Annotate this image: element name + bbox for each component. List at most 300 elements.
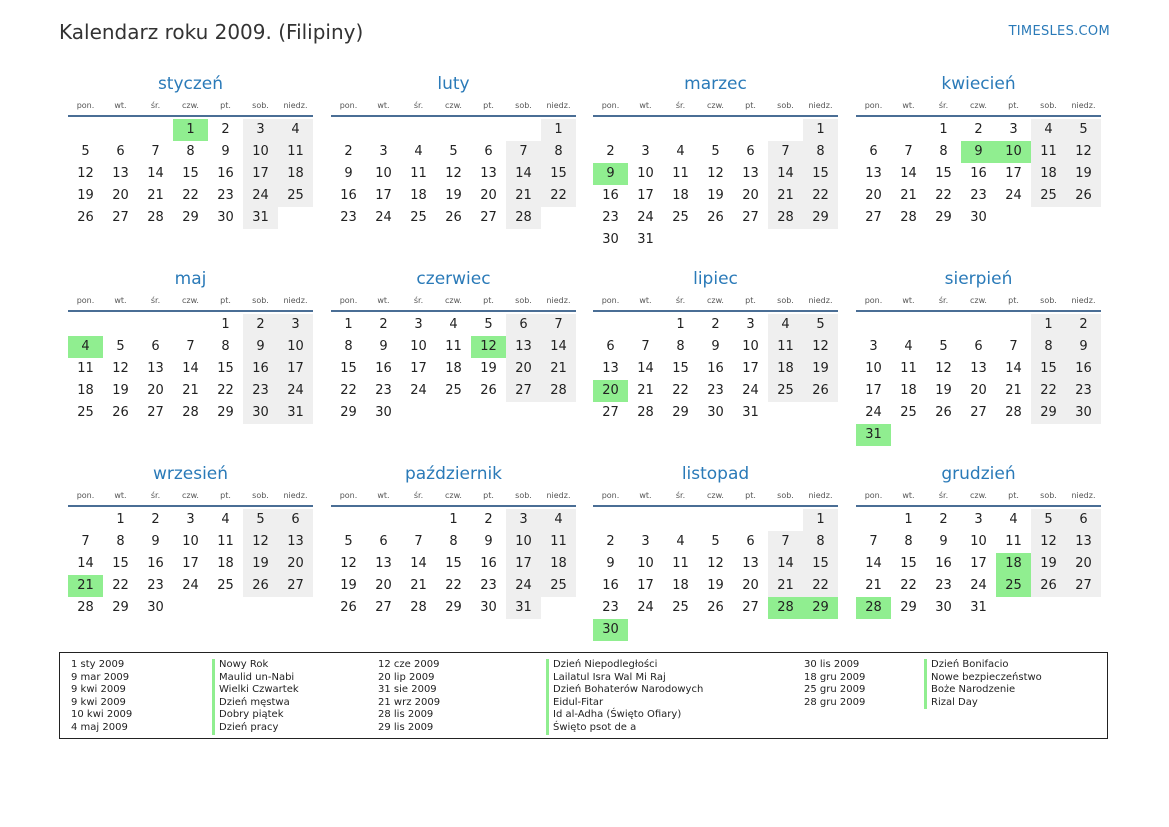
- day-cell[interactable]: 23: [602, 210, 619, 225]
- day-cell[interactable]: 29: [1031, 402, 1066, 424]
- day-cell[interactable]: 6: [506, 314, 541, 336]
- day-cell[interactable]: 21: [147, 188, 164, 203]
- day-cell[interactable]: 2: [606, 144, 615, 159]
- day-cell[interactable]: 16: [480, 556, 497, 571]
- day-cell[interactable]: 24: [637, 210, 654, 225]
- day-cell[interactable]: 18: [445, 361, 462, 376]
- day-cell[interactable]: 11: [410, 166, 427, 181]
- day-cell[interactable]: 3: [641, 144, 650, 159]
- day-cell[interactable]: 18: [278, 163, 313, 185]
- day-cell[interactable]: 7: [151, 144, 160, 159]
- day-cell[interactable]: 24: [375, 210, 392, 225]
- day-cell[interactable]: 5: [1066, 119, 1101, 141]
- day-cell[interactable]: 16: [340, 188, 357, 203]
- day-cell[interactable]: 10: [375, 166, 392, 181]
- day-cell[interactable]: 1: [173, 119, 208, 141]
- day-cell[interactable]: 14: [637, 361, 654, 376]
- day-cell[interactable]: 30: [593, 619, 628, 641]
- day-cell[interactable]: 5: [939, 339, 948, 354]
- day-cell[interactable]: 31: [856, 424, 891, 446]
- day-cell[interactable]: 20: [278, 553, 313, 575]
- day-cell[interactable]: 6: [379, 534, 388, 549]
- brand-link[interactable]: TIMESLES.COM: [1008, 24, 1110, 39]
- day-cell[interactable]: 1: [803, 119, 838, 141]
- day-cell[interactable]: 6: [278, 509, 313, 531]
- day-cell[interactable]: 24: [1005, 188, 1022, 203]
- day-cell[interactable]: 28: [768, 597, 803, 619]
- day-cell[interactable]: 20: [742, 578, 759, 593]
- day-cell[interactable]: 27: [742, 600, 759, 615]
- day-cell[interactable]: 11: [672, 166, 689, 181]
- day-cell[interactable]: 7: [1009, 339, 1018, 354]
- day-cell[interactable]: 14: [182, 361, 199, 376]
- day-cell[interactable]: 3: [506, 509, 541, 531]
- day-cell[interactable]: 16: [375, 361, 392, 376]
- day-cell[interactable]: 20: [593, 380, 628, 402]
- day-cell[interactable]: 13: [742, 556, 759, 571]
- day-cell[interactable]: 8: [676, 339, 685, 354]
- day-cell[interactable]: 11: [768, 336, 803, 358]
- day-cell[interactable]: 4: [68, 336, 103, 358]
- day-cell[interactable]: 18: [217, 556, 234, 571]
- day-cell[interactable]: 30: [707, 405, 724, 420]
- day-cell[interactable]: 28: [637, 405, 654, 420]
- day-cell[interactable]: 12: [112, 361, 129, 376]
- day-cell[interactable]: 1: [344, 317, 353, 332]
- day-cell[interactable]: 27: [112, 210, 129, 225]
- day-cell[interactable]: 22: [445, 578, 462, 593]
- day-cell[interactable]: 12: [243, 531, 278, 553]
- day-cell[interactable]: 29: [182, 210, 199, 225]
- day-cell[interactable]: 3: [1009, 122, 1018, 137]
- day-cell[interactable]: 30: [1066, 402, 1101, 424]
- day-cell[interactable]: 22: [900, 578, 917, 593]
- day-cell[interactable]: 13: [278, 531, 313, 553]
- day-cell[interactable]: 8: [221, 339, 230, 354]
- day-cell[interactable]: 18: [672, 188, 689, 203]
- day-cell[interactable]: 15: [1031, 358, 1066, 380]
- day-cell[interactable]: 8: [116, 534, 125, 549]
- day-cell[interactable]: 17: [637, 188, 654, 203]
- day-cell[interactable]: 26: [707, 600, 724, 615]
- day-cell[interactable]: 13: [970, 361, 987, 376]
- day-cell[interactable]: 21: [410, 578, 427, 593]
- day-cell[interactable]: 16: [970, 166, 987, 181]
- day-cell[interactable]: 3: [414, 317, 423, 332]
- day-cell[interactable]: 17: [742, 361, 759, 376]
- day-cell[interactable]: 15: [803, 553, 838, 575]
- day-cell[interactable]: 10: [637, 556, 654, 571]
- day-cell[interactable]: 29: [340, 405, 357, 420]
- day-cell[interactable]: 12: [471, 336, 506, 358]
- day-cell[interactable]: 25: [77, 405, 94, 420]
- day-cell[interactable]: 5: [803, 314, 838, 336]
- day-cell[interactable]: 24: [506, 575, 541, 597]
- day-cell[interactable]: 13: [480, 166, 497, 181]
- day-cell[interactable]: 5: [81, 144, 90, 159]
- day-cell[interactable]: 13: [375, 556, 392, 571]
- day-cell[interactable]: 11: [445, 339, 462, 354]
- day-cell[interactable]: 3: [278, 314, 313, 336]
- day-cell[interactable]: 5: [344, 534, 353, 549]
- day-cell[interactable]: 17: [182, 556, 199, 571]
- day-cell[interactable]: 11: [1031, 141, 1066, 163]
- day-cell[interactable]: 2: [344, 144, 353, 159]
- day-cell[interactable]: 5: [711, 534, 720, 549]
- day-cell[interactable]: 3: [186, 512, 195, 527]
- day-cell[interactable]: 18: [1031, 163, 1066, 185]
- day-cell[interactable]: 8: [803, 531, 838, 553]
- day-cell[interactable]: 17: [865, 383, 882, 398]
- day-cell[interactable]: 8: [803, 141, 838, 163]
- day-cell[interactable]: 13: [112, 166, 129, 181]
- day-cell[interactable]: 2: [711, 317, 720, 332]
- day-cell[interactable]: 18: [541, 553, 576, 575]
- day-cell[interactable]: 8: [1031, 336, 1066, 358]
- day-cell[interactable]: 16: [243, 358, 278, 380]
- day-cell[interactable]: 30: [243, 402, 278, 424]
- day-cell[interactable]: 3: [379, 144, 388, 159]
- day-cell[interactable]: 27: [147, 405, 164, 420]
- day-cell[interactable]: 9: [379, 339, 388, 354]
- day-cell[interactable]: 8: [449, 534, 458, 549]
- day-cell[interactable]: 12: [707, 166, 724, 181]
- day-cell[interactable]: 14: [1005, 361, 1022, 376]
- day-cell[interactable]: 22: [1031, 380, 1066, 402]
- day-cell[interactable]: 28: [900, 210, 917, 225]
- day-cell[interactable]: 6: [746, 534, 755, 549]
- day-cell[interactable]: 19: [935, 383, 952, 398]
- day-cell[interactable]: 19: [340, 578, 357, 593]
- day-cell[interactable]: 13: [1066, 531, 1101, 553]
- day-cell[interactable]: 13: [506, 336, 541, 358]
- day-cell[interactable]: 6: [746, 144, 755, 159]
- day-cell[interactable]: 25: [445, 383, 462, 398]
- day-cell[interactable]: 25: [1031, 185, 1066, 207]
- day-cell[interactable]: 13: [602, 361, 619, 376]
- day-cell[interactable]: 23: [375, 383, 392, 398]
- day-cell[interactable]: 10: [742, 339, 759, 354]
- day-cell[interactable]: 11: [672, 556, 689, 571]
- day-cell[interactable]: 18: [900, 383, 917, 398]
- day-cell[interactable]: 25: [672, 600, 689, 615]
- day-cell[interactable]: 10: [410, 339, 427, 354]
- day-cell[interactable]: 28: [541, 380, 576, 402]
- day-cell[interactable]: 28: [147, 210, 164, 225]
- day-cell[interactable]: 23: [707, 383, 724, 398]
- day-cell[interactable]: 3: [243, 119, 278, 141]
- day-cell[interactable]: 1: [221, 317, 230, 332]
- day-cell[interactable]: 11: [900, 361, 917, 376]
- day-cell[interactable]: 20: [865, 188, 882, 203]
- day-cell[interactable]: 29: [803, 597, 838, 619]
- day-cell[interactable]: 15: [900, 556, 917, 571]
- day-cell[interactable]: 26: [243, 575, 278, 597]
- day-cell[interactable]: 19: [445, 188, 462, 203]
- day-cell[interactable]: 8: [186, 144, 195, 159]
- day-cell[interactable]: 10: [865, 361, 882, 376]
- day-cell[interactable]: 7: [414, 534, 423, 549]
- day-cell[interactable]: 27: [970, 405, 987, 420]
- day-cell[interactable]: 17: [970, 556, 987, 571]
- day-cell[interactable]: 8: [344, 339, 353, 354]
- day-cell[interactable]: 9: [1066, 336, 1101, 358]
- day-cell[interactable]: 28: [856, 597, 891, 619]
- day-cell[interactable]: 6: [974, 339, 983, 354]
- day-cell[interactable]: 29: [900, 600, 917, 615]
- day-cell[interactable]: 9: [344, 166, 353, 181]
- day-cell[interactable]: 14: [506, 163, 541, 185]
- day-cell[interactable]: 9: [593, 163, 628, 185]
- day-cell[interactable]: 21: [865, 578, 882, 593]
- day-cell[interactable]: 15: [935, 166, 952, 181]
- day-cell[interactable]: 24: [970, 578, 987, 593]
- day-cell[interactable]: 12: [803, 336, 838, 358]
- day-cell[interactable]: 4: [676, 144, 685, 159]
- day-cell[interactable]: 21: [506, 185, 541, 207]
- day-cell[interactable]: 30: [970, 210, 987, 225]
- day-cell[interactable]: 11: [1005, 534, 1022, 549]
- day-cell[interactable]: 5: [484, 317, 493, 332]
- day-cell[interactable]: 23: [243, 380, 278, 402]
- day-cell[interactable]: 5: [1031, 509, 1066, 531]
- day-cell[interactable]: 8: [939, 144, 948, 159]
- day-cell[interactable]: 12: [77, 166, 94, 181]
- day-cell[interactable]: 3: [641, 534, 650, 549]
- day-cell[interactable]: 4: [768, 314, 803, 336]
- day-cell[interactable]: 16: [707, 361, 724, 376]
- day-cell[interactable]: 15: [672, 361, 689, 376]
- day-cell[interactable]: 17: [410, 361, 427, 376]
- day-cell[interactable]: 15: [217, 361, 234, 376]
- day-cell[interactable]: 3: [746, 317, 755, 332]
- day-cell[interactable]: 29: [672, 405, 689, 420]
- day-cell[interactable]: 23: [602, 600, 619, 615]
- day-cell[interactable]: 17: [375, 188, 392, 203]
- day-cell[interactable]: 1: [116, 512, 125, 527]
- day-cell[interactable]: 12: [1031, 531, 1066, 553]
- day-cell[interactable]: 23: [480, 578, 497, 593]
- day-cell[interactable]: 9: [243, 336, 278, 358]
- day-cell[interactable]: 27: [742, 210, 759, 225]
- day-cell[interactable]: 19: [480, 361, 497, 376]
- day-cell[interactable]: 2: [243, 314, 278, 336]
- day-cell[interactable]: 10: [996, 141, 1031, 163]
- day-cell[interactable]: 23: [935, 578, 952, 593]
- day-cell[interactable]: 14: [768, 163, 803, 185]
- day-cell[interactable]: 29: [935, 210, 952, 225]
- day-cell[interactable]: 29: [112, 600, 129, 615]
- day-cell[interactable]: 27: [375, 600, 392, 615]
- day-cell[interactable]: 5: [449, 144, 458, 159]
- day-cell[interactable]: 7: [869, 534, 878, 549]
- day-cell[interactable]: 16: [602, 578, 619, 593]
- day-cell[interactable]: 6: [151, 339, 160, 354]
- day-cell[interactable]: 25: [410, 210, 427, 225]
- day-cell[interactable]: 19: [707, 188, 724, 203]
- day-cell[interactable]: 21: [637, 383, 654, 398]
- day-cell[interactable]: 29: [217, 405, 234, 420]
- day-cell[interactable]: 1: [803, 509, 838, 531]
- day-cell[interactable]: 4: [904, 339, 913, 354]
- day-cell[interactable]: 27: [278, 575, 313, 597]
- day-cell[interactable]: 20: [742, 188, 759, 203]
- day-cell[interactable]: 24: [742, 383, 759, 398]
- day-cell[interactable]: 11: [541, 531, 576, 553]
- day-cell[interactable]: 24: [182, 578, 199, 593]
- day-cell[interactable]: 23: [1066, 380, 1101, 402]
- day-cell[interactable]: 9: [221, 144, 230, 159]
- day-cell[interactable]: 21: [1005, 383, 1022, 398]
- day-cell[interactable]: 10: [970, 534, 987, 549]
- day-cell[interactable]: 21: [900, 188, 917, 203]
- day-cell[interactable]: 15: [541, 163, 576, 185]
- day-cell[interactable]: 9: [151, 534, 160, 549]
- day-cell[interactable]: 7: [768, 141, 803, 163]
- day-cell[interactable]: 19: [707, 578, 724, 593]
- day-cell[interactable]: 20: [375, 578, 392, 593]
- day-cell[interactable]: 21: [768, 575, 803, 597]
- day-cell[interactable]: 22: [803, 575, 838, 597]
- day-cell[interactable]: 24: [865, 405, 882, 420]
- day-cell[interactable]: 16: [147, 556, 164, 571]
- day-cell[interactable]: 28: [1005, 405, 1022, 420]
- day-cell[interactable]: 30: [217, 210, 234, 225]
- day-cell[interactable]: 24: [637, 600, 654, 615]
- day-cell[interactable]: 15: [445, 556, 462, 571]
- day-cell[interactable]: 19: [112, 383, 129, 398]
- day-cell[interactable]: 6: [606, 339, 615, 354]
- day-cell[interactable]: 22: [340, 383, 357, 398]
- day-cell[interactable]: 16: [1066, 358, 1101, 380]
- day-cell[interactable]: 7: [541, 314, 576, 336]
- day-cell[interactable]: 17: [243, 163, 278, 185]
- day-cell[interactable]: 18: [996, 553, 1031, 575]
- day-cell[interactable]: 20: [147, 383, 164, 398]
- day-cell[interactable]: 27: [865, 210, 882, 225]
- day-cell[interactable]: 31: [243, 207, 278, 229]
- day-cell[interactable]: 2: [221, 122, 230, 137]
- day-cell[interactable]: 10: [278, 336, 313, 358]
- day-cell[interactable]: 25: [900, 405, 917, 420]
- day-cell[interactable]: 24: [243, 185, 278, 207]
- day-cell[interactable]: 4: [1009, 512, 1018, 527]
- day-cell[interactable]: 28: [182, 405, 199, 420]
- day-cell[interactable]: 5: [243, 509, 278, 531]
- day-cell[interactable]: 26: [707, 210, 724, 225]
- day-cell[interactable]: 2: [484, 512, 493, 527]
- day-cell[interactable]: 31: [278, 402, 313, 424]
- day-cell[interactable]: 2: [1066, 314, 1101, 336]
- day-cell[interactable]: 12: [935, 361, 952, 376]
- day-cell[interactable]: 27: [506, 380, 541, 402]
- day-cell[interactable]: 20: [480, 188, 497, 203]
- day-cell[interactable]: 9: [711, 339, 720, 354]
- day-cell[interactable]: 23: [340, 210, 357, 225]
- day-cell[interactable]: 22: [935, 188, 952, 203]
- day-cell[interactable]: 13: [742, 166, 759, 181]
- day-cell[interactable]: 30: [480, 600, 497, 615]
- day-cell[interactable]: 11: [77, 361, 94, 376]
- day-cell[interactable]: 4: [221, 512, 230, 527]
- day-cell[interactable]: 4: [676, 534, 685, 549]
- day-cell[interactable]: 4: [1031, 119, 1066, 141]
- day-cell[interactable]: 13: [865, 166, 882, 181]
- day-cell[interactable]: 31: [506, 597, 541, 619]
- day-cell[interactable]: 18: [77, 383, 94, 398]
- day-cell[interactable]: 20: [506, 358, 541, 380]
- day-cell[interactable]: 1: [1031, 314, 1066, 336]
- day-cell[interactable]: 25: [768, 380, 803, 402]
- day-cell[interactable]: 6: [869, 144, 878, 159]
- day-cell[interactable]: 9: [939, 534, 948, 549]
- day-cell[interactable]: 26: [1031, 575, 1066, 597]
- day-cell[interactable]: 21: [768, 185, 803, 207]
- day-cell[interactable]: 2: [606, 534, 615, 549]
- day-cell[interactable]: 29: [803, 207, 838, 229]
- day-cell[interactable]: 23: [147, 578, 164, 593]
- day-cell[interactable]: 2: [379, 317, 388, 332]
- day-cell[interactable]: 31: [970, 600, 987, 615]
- day-cell[interactable]: 24: [410, 383, 427, 398]
- day-cell[interactable]: 14: [77, 556, 94, 571]
- day-cell[interactable]: 1: [449, 512, 458, 527]
- day-cell[interactable]: 26: [340, 600, 357, 615]
- day-cell[interactable]: 2: [974, 122, 983, 137]
- day-cell[interactable]: 16: [602, 188, 619, 203]
- day-cell[interactable]: 1: [904, 512, 913, 527]
- day-cell[interactable]: 20: [970, 383, 987, 398]
- day-cell[interactable]: 6: [484, 144, 493, 159]
- day-cell[interactable]: 24: [278, 380, 313, 402]
- day-cell[interactable]: 25: [996, 575, 1031, 597]
- day-cell[interactable]: 27: [1066, 575, 1101, 597]
- day-cell[interactable]: 12: [1066, 141, 1101, 163]
- day-cell[interactable]: 26: [77, 210, 94, 225]
- day-cell[interactable]: 1: [541, 119, 576, 141]
- day-cell[interactable]: 26: [935, 405, 952, 420]
- day-cell[interactable]: 9: [606, 556, 615, 571]
- day-cell[interactable]: 11: [278, 141, 313, 163]
- day-cell[interactable]: 5: [116, 339, 125, 354]
- day-cell[interactable]: 22: [182, 188, 199, 203]
- day-cell[interactable]: 8: [541, 141, 576, 163]
- day-cell[interactable]: 30: [147, 600, 164, 615]
- day-cell[interactable]: 14: [768, 553, 803, 575]
- day-cell[interactable]: 1: [939, 122, 948, 137]
- day-cell[interactable]: 27: [602, 405, 619, 420]
- day-cell[interactable]: 26: [112, 405, 129, 420]
- day-cell[interactable]: 21: [68, 575, 103, 597]
- day-cell[interactable]: 19: [803, 358, 838, 380]
- day-cell[interactable]: 20: [1066, 553, 1101, 575]
- day-cell[interactable]: 14: [410, 556, 427, 571]
- day-cell[interactable]: 12: [707, 556, 724, 571]
- day-cell[interactable]: 21: [541, 358, 576, 380]
- day-cell[interactable]: 17: [278, 358, 313, 380]
- day-cell[interactable]: 18: [672, 578, 689, 593]
- day-cell[interactable]: 3: [869, 339, 878, 354]
- day-cell[interactable]: 19: [77, 188, 94, 203]
- day-cell[interactable]: 28: [506, 207, 541, 229]
- day-cell[interactable]: 5: [711, 144, 720, 159]
- day-cell[interactable]: 16: [217, 166, 234, 181]
- day-cell[interactable]: 10: [243, 141, 278, 163]
- day-cell[interactable]: 9: [484, 534, 493, 549]
- day-cell[interactable]: 6: [116, 144, 125, 159]
- day-cell[interactable]: 7: [904, 144, 913, 159]
- day-cell[interactable]: 7: [186, 339, 195, 354]
